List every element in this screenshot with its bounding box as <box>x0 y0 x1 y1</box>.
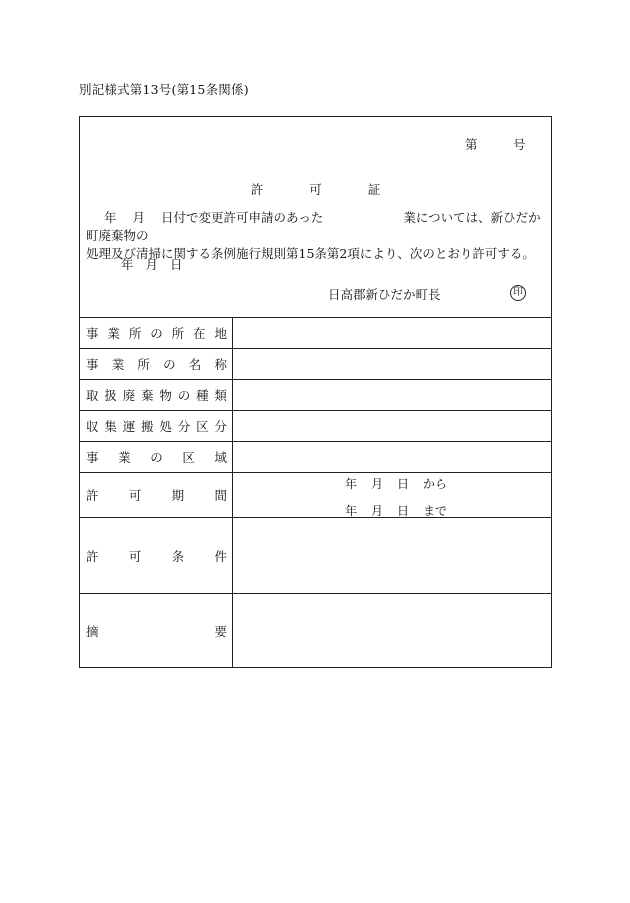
label-char: 搬 <box>141 419 154 434</box>
label-char: 運 <box>122 419 136 434</box>
label-char: 域 <box>214 450 227 465</box>
label-char: 業 <box>118 450 131 465</box>
body-phrase-1: 日付で変更許可申請のあった <box>161 210 324 225</box>
label-char: 可 <box>128 548 142 564</box>
form-reference: 別記様式第13号(第15条関係) <box>79 82 249 97</box>
row-value[interactable] <box>233 318 551 348</box>
label-char: 事 <box>86 326 99 341</box>
label-char: 間 <box>214 488 227 503</box>
row-value[interactable] <box>233 380 551 410</box>
permit-period-row <box>80 473 551 518</box>
permit-title: 許可証 <box>250 182 427 197</box>
label-char: 所 <box>171 326 185 341</box>
period-to-month: 月 <box>371 504 384 518</box>
period-label <box>80 473 233 517</box>
label-char: 取 <box>86 388 99 403</box>
body-phrase-3: 処理及び清掃に関する条例施行規則第15条第2項により、次のとおり許可する。 <box>86 246 535 261</box>
label-char: の <box>150 450 163 465</box>
issue-date-day: 日 <box>170 257 183 272</box>
label-char: 分 <box>177 419 191 434</box>
label-char: の <box>163 357 176 372</box>
issue-date <box>121 255 195 273</box>
label-char: 収 <box>86 419 99 434</box>
body-year: 年 <box>104 210 117 225</box>
label-char: 廃 <box>122 388 136 403</box>
row-label <box>80 349 233 379</box>
permit-table <box>80 318 551 668</box>
permit-summary-row <box>80 594 551 668</box>
period-value <box>233 473 551 517</box>
row-label <box>80 411 233 441</box>
label-char: 棄 <box>141 388 154 403</box>
summary-value[interactable] <box>233 594 551 668</box>
label-char: の <box>150 326 163 341</box>
label-char: 称 <box>214 357 227 372</box>
label-char: 件 <box>214 548 227 564</box>
period-from-day: 日 <box>397 477 410 491</box>
body-phrase-2: 業については、新ひだか町廃棄物の <box>86 210 541 243</box>
label-char: 類 <box>214 388 227 403</box>
permit-sheet <box>79 116 552 668</box>
table-row <box>80 318 551 349</box>
table-row <box>80 442 551 473</box>
period-from-month: 月 <box>371 477 384 491</box>
issuer-name: 日高郡新ひだか町長 <box>328 287 441 302</box>
label-char: 業 <box>107 326 120 341</box>
label-char: 所 <box>128 326 142 341</box>
label-char: 物 <box>159 388 172 403</box>
label-char: 許 <box>86 488 99 503</box>
label-char: 可 <box>128 488 142 503</box>
table-row <box>80 411 551 442</box>
label-char: 集 <box>104 419 117 434</box>
label-char: 摘 <box>86 624 99 639</box>
label-char: 期 <box>171 488 185 503</box>
period-to-year: 年 <box>345 504 358 518</box>
permit-conditions-row <box>80 518 551 594</box>
seal-icon: 印 <box>510 285 526 301</box>
row-value[interactable] <box>233 442 551 472</box>
label-char: 業 <box>111 357 125 372</box>
label-char: 要 <box>214 624 227 639</box>
row-value[interactable] <box>233 411 551 441</box>
summary-label <box>80 594 233 668</box>
label-char: 条 <box>171 548 185 564</box>
label-char: 事 <box>86 357 99 372</box>
label-char: 区 <box>196 419 209 434</box>
row-label <box>80 318 233 348</box>
row-label <box>80 380 233 410</box>
label-char: 所 <box>137 357 150 372</box>
table-row <box>80 349 551 380</box>
permit-number-prefix: 第 <box>465 137 478 152</box>
permit-header <box>80 117 551 318</box>
conditions-value[interactable] <box>233 518 551 593</box>
period-from-year: 年 <box>345 477 358 491</box>
label-char: 処 <box>159 419 172 434</box>
label-char: 区 <box>182 450 195 465</box>
table-row <box>80 380 551 411</box>
label-char: 許 <box>86 548 99 564</box>
issue-date-year: 年 <box>121 257 134 272</box>
period-from <box>345 475 461 492</box>
label-char: 種 <box>196 388 209 403</box>
issue-date-month: 月 <box>145 257 159 272</box>
label-char: 名 <box>188 357 202 372</box>
label-char: 在 <box>193 326 206 341</box>
label-char: の <box>177 388 191 403</box>
period-to-suffix: まで <box>423 504 448 518</box>
row-label <box>80 442 233 472</box>
permit-number-suffix: 号 <box>513 137 526 152</box>
label-char: 分 <box>214 419 227 434</box>
label-char: 地 <box>214 326 227 341</box>
period-from-suffix: から <box>423 477 448 491</box>
conditions-label <box>80 518 233 593</box>
period-to <box>345 502 461 519</box>
body-month: 月 <box>132 210 146 225</box>
label-char: 事 <box>86 450 99 465</box>
label-char: 扱 <box>104 388 117 403</box>
period-to-day: 日 <box>397 504 410 518</box>
row-value[interactable] <box>233 349 551 379</box>
